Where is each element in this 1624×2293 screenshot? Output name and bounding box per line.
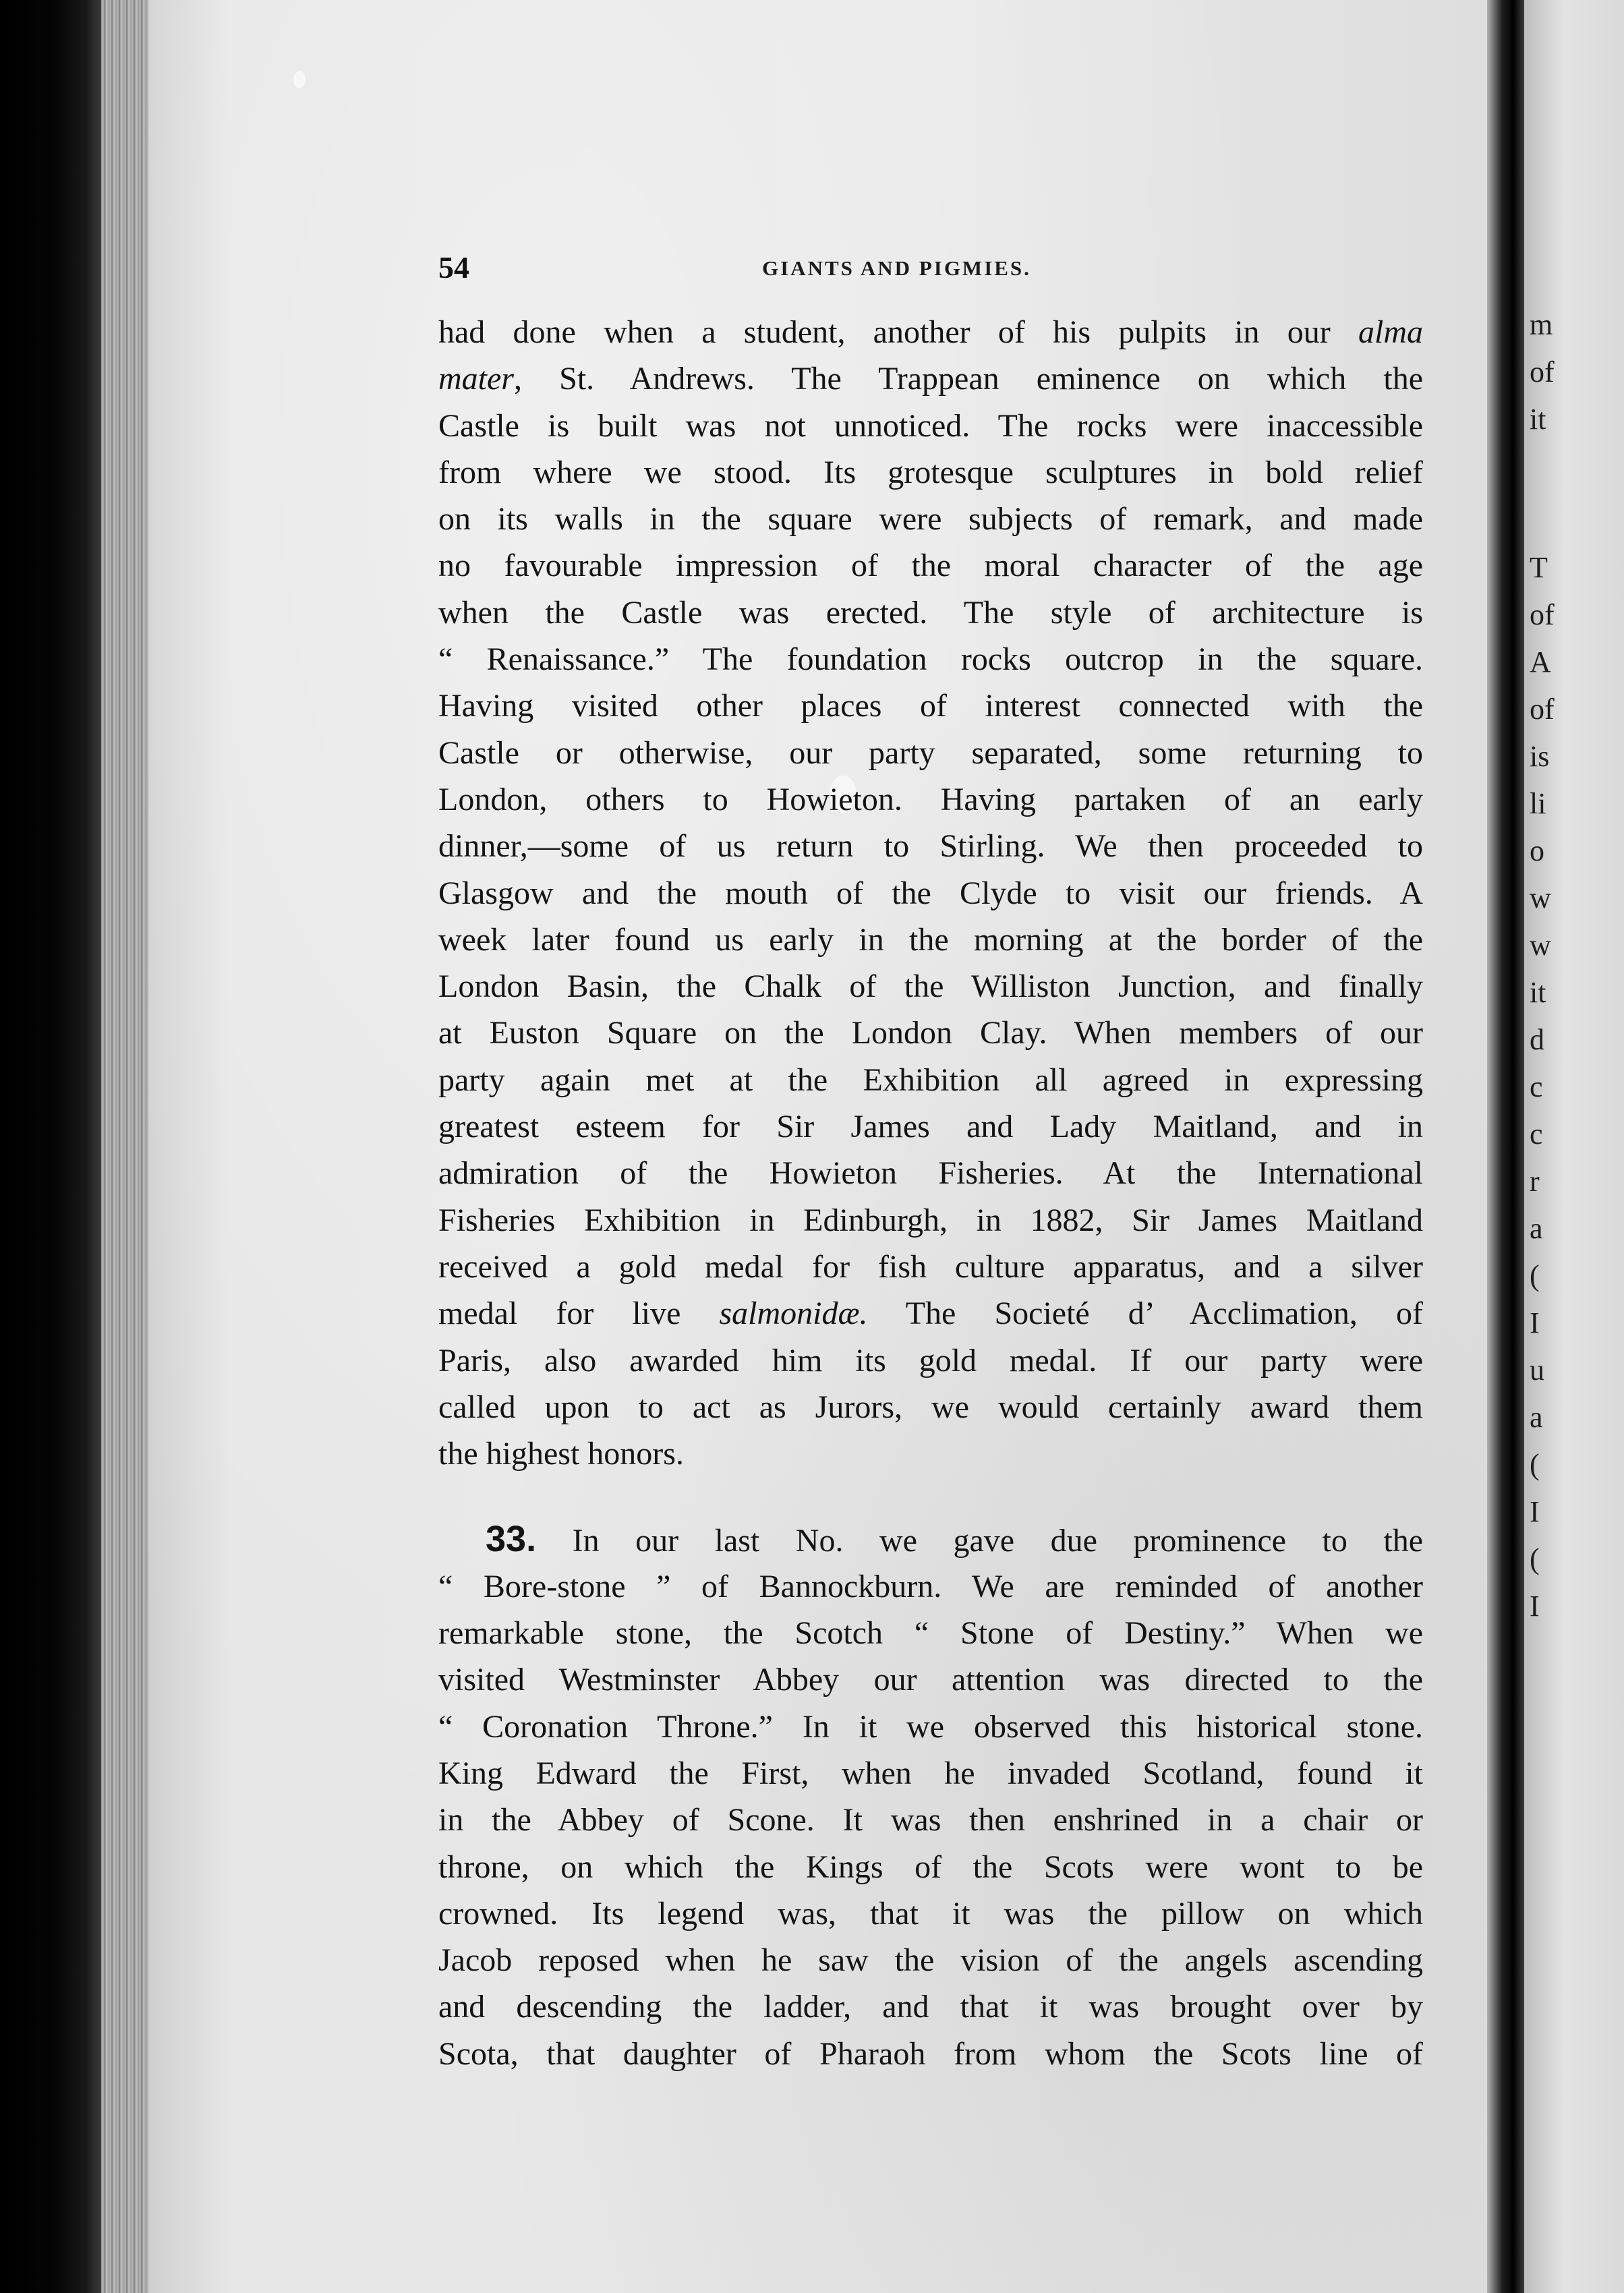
next-page-fragment: c	[1530, 1070, 1543, 1103]
text-line: on its walls in the square were subjects of remark, and made	[438, 501, 1423, 538]
body-text	[438, 309, 1423, 2077]
text-line: crowned. Its legend was, that it was the pillow on which	[438, 1895, 1423, 1932]
next-page-fragment: I	[1530, 1590, 1540, 1623]
text-line: the highest honors.	[438, 1436, 684, 1472]
text-line: Castle or otherwise, our party separated, some returning to	[438, 734, 1423, 771]
page-stack-edge	[101, 0, 148, 2293]
paragraph-2	[438, 1516, 1423, 2077]
next-page-fragment: it	[1530, 403, 1546, 436]
text-line: party again met at the Exhibition all agreed in expressing	[438, 1062, 1423, 1098]
text-line: greatest esteem for Sir James and Lady Maitland, and in	[438, 1109, 1423, 1145]
next-page-fragment: w	[1530, 929, 1551, 962]
paragraph-number: 33.	[486, 1519, 537, 1560]
next-page-fragment: u	[1530, 1354, 1544, 1387]
paragraph-1	[438, 309, 1423, 1477]
next-page-fragment: a	[1530, 1401, 1543, 1434]
text-line: London Basin, the Chalk of the Williston Junction, and finally	[438, 968, 1423, 1005]
running-head: GIANTS AND PIGMIES.	[762, 256, 1031, 280]
text-line: “ Renaissance.” The foundation rocks outcrop in the square.	[438, 641, 1423, 678]
text-line: remarkable stone, the Scotch “ Stone of Destiny.” When we	[438, 1615, 1423, 1652]
left-margin-shadow	[0, 0, 101, 2293]
next-page-fragment: (	[1530, 1542, 1540, 1575]
next-page-fragment: a	[1530, 1212, 1543, 1245]
next-page-fragment: li	[1530, 787, 1546, 820]
text-line: received a gold medal for fish culture apparatus, and a silver	[438, 1248, 1423, 1285]
text-line: called upon to act as Jurors, we would certainly award them	[438, 1389, 1423, 1425]
italic-term: mater	[438, 361, 514, 397]
next-page-fragment: w	[1530, 881, 1551, 915]
text-line: King Edward the First, when he invaded Scotland, found it	[438, 1755, 1423, 1791]
next-page-fragment: d	[1530, 1023, 1544, 1056]
text-line: London, others to Howieton. Having partaken of an early	[438, 781, 1423, 817]
text-line: visited Westminster Abbey our attention was directed to the	[438, 1662, 1423, 1698]
next-page-fragment: (	[1530, 1448, 1540, 1481]
paragraph-gap	[438, 1477, 1423, 1516]
text-line: medal for live salmonidæ. The Societé d’ Acclimation, of	[438, 1296, 1423, 1332]
next-page-fragment: of	[1530, 598, 1555, 631]
page-number: 54	[438, 250, 469, 285]
book-binding	[1487, 0, 1524, 2293]
next-page-fragment: I	[1530, 1495, 1540, 1528]
text-line: no favourable impression of the moral character of the age	[438, 548, 1423, 584]
next-page-fragment: T	[1530, 551, 1548, 584]
text-line: Having visited other places of interest connected with the	[438, 688, 1423, 724]
next-page-fragment: r	[1530, 1165, 1540, 1198]
text-line: at Euston Square on the London Clay. When members of our	[438, 1015, 1423, 1051]
next-page-fragment: is	[1530, 740, 1550, 773]
text-line: mater, St. Andrews. The Trappean eminence on which the	[438, 361, 1423, 397]
text-line: Jacob reposed when he saw the vision of the angels ascending	[438, 1942, 1423, 1979]
text-line: had done when a student, another of his pulpits in our alma	[438, 314, 1423, 350]
text-line: 33. In our last No. we gave due prominence to the	[486, 1519, 1423, 1560]
text-line: from where we stood. Its grotesque sculptures in bold relief	[438, 454, 1423, 490]
text-line: Scota, that daughter of Pharaoh from whom the Scots line of	[438, 2035, 1423, 2072]
paper-blemish	[293, 71, 306, 88]
text-line: Castle is built was not unnoticed. The rocks were inaccessible	[438, 407, 1423, 444]
next-page-fragment: A	[1530, 645, 1551, 678]
text-line: when the Castle was erected. The style of architecture is	[438, 594, 1423, 631]
text-line: Fisheries Exhibition in Edinburgh, in 1882, Sir James Maitland	[438, 1202, 1423, 1238]
next-page-fragment: I	[1530, 1306, 1540, 1339]
italic-term: alma	[1358, 314, 1423, 350]
text-line: Paris, also awarded him its gold medal. If our party were	[438, 1342, 1423, 1378]
next-page-fragment: of	[1530, 355, 1555, 388]
next-page-fragment: o	[1530, 834, 1544, 867]
next-page-fragment: (	[1530, 1259, 1540, 1292]
text-line: dinner,—some of us return to Stirling. We then proceeded to	[438, 828, 1423, 865]
text-line: “ Bore-stone ” of Bannockburn. We are reminded of another	[438, 1568, 1423, 1604]
text-line: and descending the ladder, and that it was brought over by	[438, 1989, 1423, 2025]
text-line: in the Abbey of Scone. It was then enshrined in a chair or	[438, 1802, 1423, 1838]
next-page-fragment: c	[1530, 1118, 1543, 1151]
text-line: throne, on which the Kings of the Scots were wont to be	[438, 1849, 1423, 1885]
text-line: admiration of the Howieton Fisheries. At the International	[438, 1155, 1423, 1192]
text-line: week later found us early in the morning at the border of the	[438, 921, 1423, 958]
next-page-fragment: it	[1530, 976, 1546, 1009]
next-page-fragment: m	[1530, 308, 1553, 341]
italic-term: salmonidæ.	[719, 1296, 868, 1332]
page-header	[438, 250, 1423, 283]
text-line: “ Coronation Throne.” In it we observed this historical stone.	[438, 1708, 1423, 1745]
next-page-edge	[1524, 0, 1624, 2293]
next-page-fragment: of	[1530, 693, 1555, 726]
text-line: Glasgow and the mouth of the Clyde to visit our friends. A	[438, 875, 1423, 911]
